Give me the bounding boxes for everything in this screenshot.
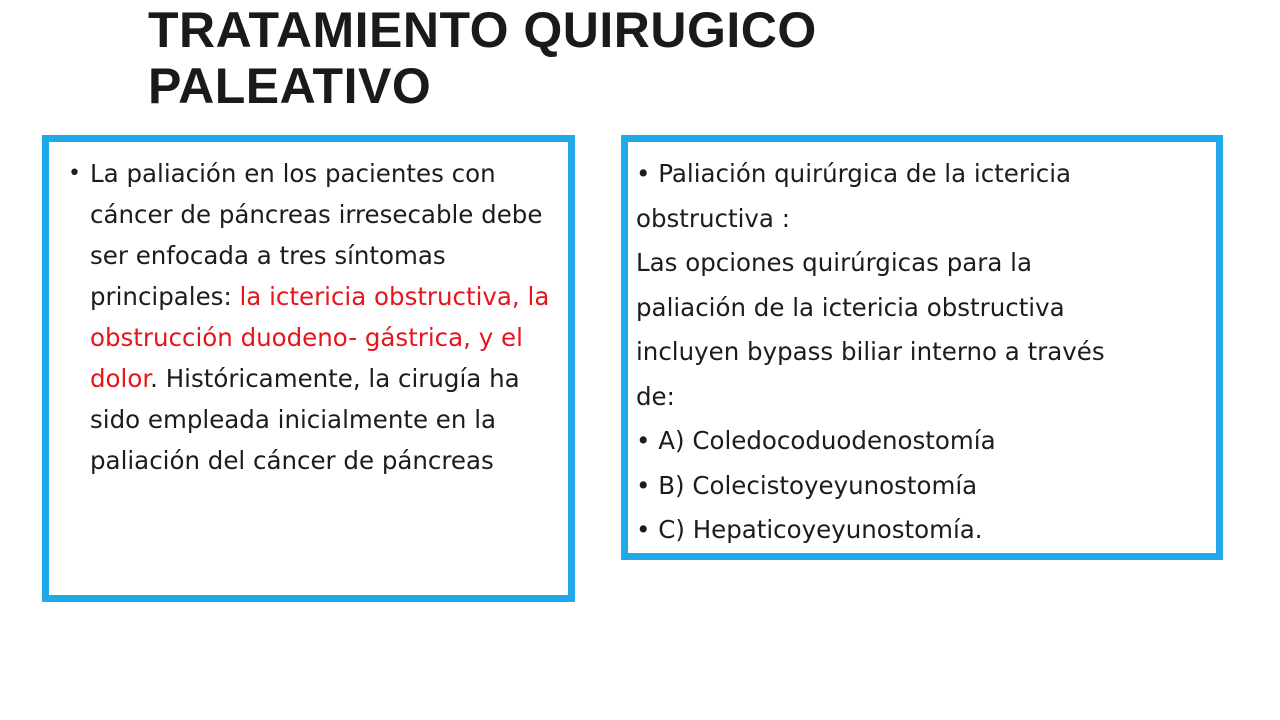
- right-paragraph-line-3: incluyen bypass biliar interno a través: [636, 337, 1105, 366]
- left-bullet-text: [90, 153, 568, 481]
- right-paragraph-line-2: paliación de la ictericia obstructiva: [636, 292, 1065, 322]
- option-a-item: • A) Coledocoduodenostomía: [636, 426, 996, 455]
- slide-title: [148, 2, 1148, 114]
- right-box-content: [636, 152, 1216, 553]
- left-bullet-item: [68, 153, 568, 481]
- right-heading-line-1: • Paliación quirúrgica de la ictericia: [636, 159, 1072, 188]
- bullet-icon: •: [68, 161, 81, 186]
- option-b-item: • B) Colecistoyeyunostomía: [636, 470, 978, 500]
- right-paragraph-line-4: de:: [636, 381, 675, 411]
- left-text-box: [42, 135, 575, 602]
- slide-title-line-1: TRATAMIENTO QUIRUGICO: [148, 2, 817, 58]
- slide-title-line-2: PALEATIVO: [148, 58, 432, 114]
- option-c-item: • C) Hepaticoyeyunostomía.: [636, 515, 983, 544]
- left-text-intro: La paliación en los pacientes con cáncer de páncreas irresecable debe ser enfocada a tres síntomas principales:: [90, 159, 543, 311]
- left-text-highlight: la ictericia obstructiva, la obstrucción duodeno- gástrica, y el dolor: [90, 282, 550, 393]
- right-text-box: [621, 135, 1223, 560]
- right-paragraph-line-1: Las opciones quirúrgicas para la: [636, 248, 1032, 277]
- left-text-conclusion: . Históricamente, la cirugía ha sido empleada inicialmente en la paliación del cáncer de páncreas: [90, 364, 520, 475]
- right-heading-line-2: obstructiva :: [636, 203, 790, 233]
